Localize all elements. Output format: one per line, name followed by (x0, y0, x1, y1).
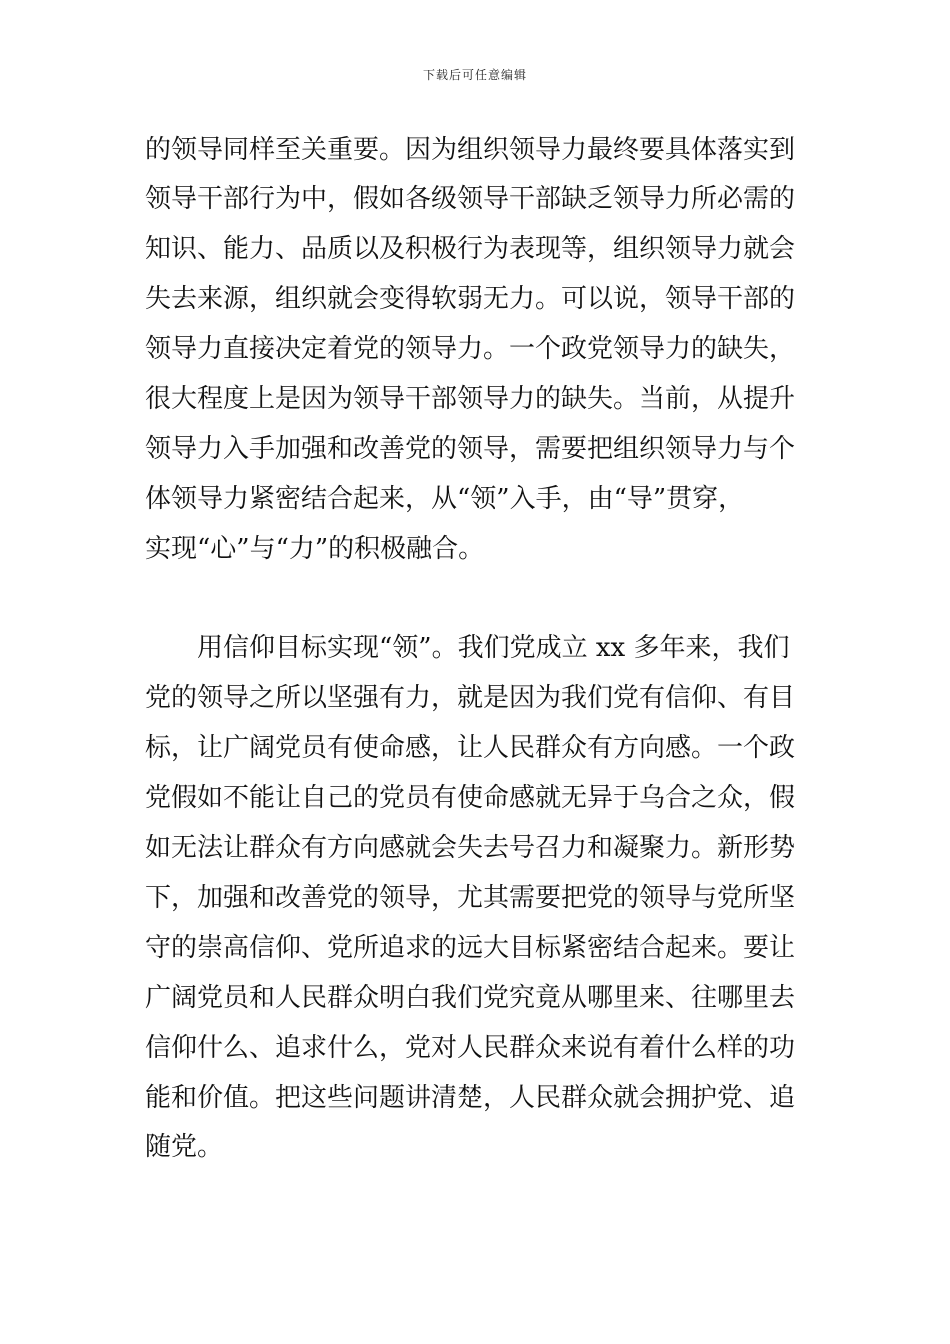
paragraph-line: 信仰什么、追求什么，党对人民群众来说有着什么样的功 (145, 1033, 796, 1063)
paragraph-line: 守的崇高信仰、党所追求的远大目标紧密结合起来。要让 (145, 933, 796, 963)
paragraph-line: 知识、能力、品质以及积极行为表现等，组织领导力就会 (145, 234, 796, 264)
paragraph-line: 用信仰目标实现“领”。我们党成立 xx 多年来，我们 (197, 633, 790, 663)
paragraph-line: 党假如不能让自己的党员有使命感就无异于乌合之众，假 (145, 783, 796, 813)
page-header-note: 下载后可任意编辑 (422, 68, 527, 82)
paragraph-line: 广阔党员和人民群众明白我们党究竟从哪里来、往哪里去 (145, 983, 796, 1013)
paragraph-line: 实现“心”与“力”的积极融合。 (145, 534, 485, 564)
paragraph-line: 领导干部行为中，假如各级领导干部缺乏领导力所必需的 (145, 184, 796, 214)
paragraph-line: 体领导力紧密结合起来，从“领”入手，由“导”贯穿， (145, 484, 745, 514)
paragraph-line: 如无法让群众有方向感就会失去号召力和凝聚力。新形势 (145, 833, 796, 863)
paragraph-line: 失去来源，组织就会变得软弱无力。可以说，领导干部的 (145, 284, 796, 314)
paragraph-line: 很大程度上是因为领导干部领导力的缺失。当前，从提升 (145, 384, 796, 414)
paragraph-line: 能和价值。把这些问题讲清楚，人民群众就会拥护党、追 (145, 1083, 796, 1113)
paragraph-line: 下，加强和改善党的领导，尤其需要把党的领导与党所坚 (145, 883, 796, 913)
paragraph-line: 随党。 (145, 1132, 224, 1162)
paragraph-line: 党的领导之所以坚强有力，就是因为我们党有信仰、有目 (145, 683, 796, 713)
paragraph-line: 领导力入手加强和改善党的领导，需要把组织领导力与个 (145, 434, 796, 464)
paragraph-line: 标，让广阔党员有使命感，让人民群众有方向感。一个政 (145, 733, 796, 763)
paragraph-line: 的领导同样至关重要。因为组织领导力最终要具体落实到 (145, 135, 796, 165)
paragraph-line: 领导力直接决定着党的领导力。一个政党领导力的缺失， (145, 334, 796, 364)
